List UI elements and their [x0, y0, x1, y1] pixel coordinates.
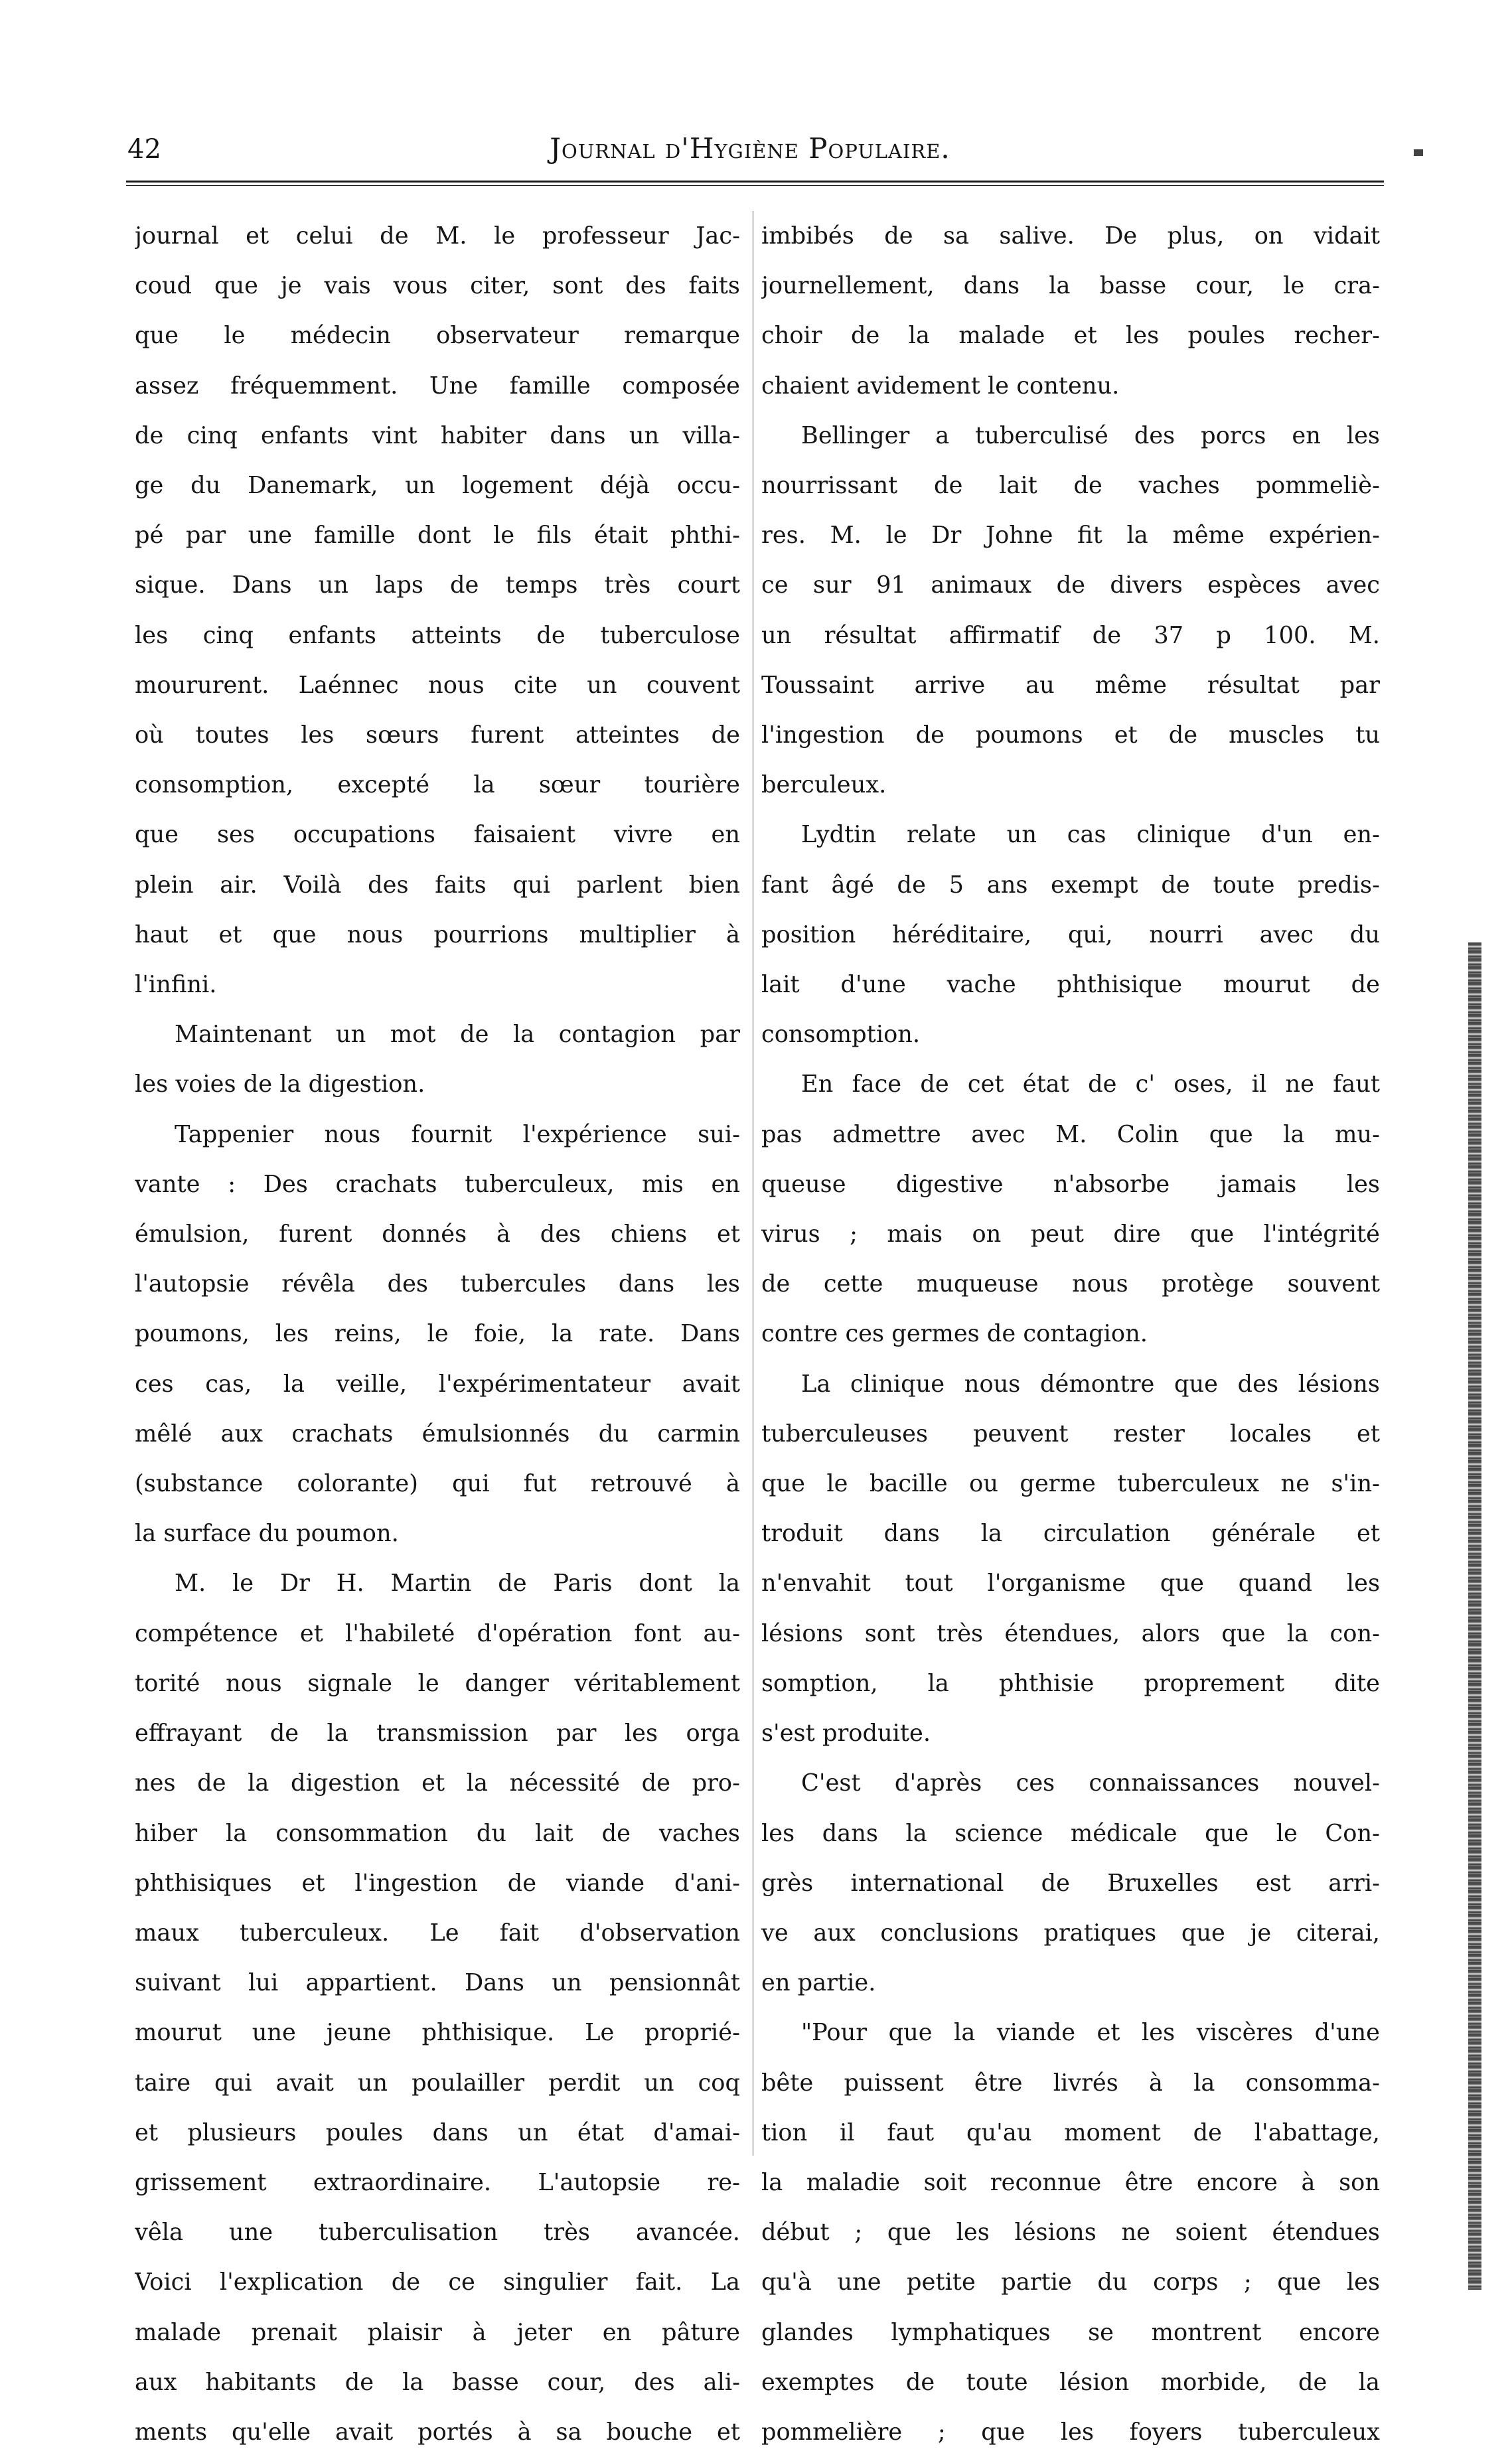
text-line: les voies de la digestion. — [135, 1071, 425, 1098]
text-line: chaient avidement le contenu. — [761, 372, 1120, 400]
text-line: l'autopsie révêla des tubercules dans les — [135, 1270, 740, 1298]
text-line: consomption. — [761, 1021, 921, 1049]
text-line: contre ces germes de contagion. — [761, 1320, 1148, 1348]
text-line: suivant lui appartient. Dans un pensionnât — [135, 1969, 740, 1997]
text-line: virus ; mais on peut dire que l'intégrité — [761, 1221, 1380, 1248]
text-line: émulsion, furent donnés à des chiens et — [135, 1221, 740, 1248]
paragraph-start-line: Bellinger a tuberculisé des porcs en les — [801, 421, 1380, 449]
text-line: les cinq enfants atteints de tuberculose — [135, 621, 740, 649]
text-line: nourrissant de lait de vaches pommeliè- — [761, 472, 1380, 500]
text-line: nes de la digestion et la nécessité de pro- — [135, 1769, 740, 1797]
text-line: res. M. le Dr Johne fit la même expérien- — [761, 522, 1380, 550]
text-line: début ; que les lésions ne soient étendues — [761, 2219, 1380, 2247]
text-line: (substance colorante) qui fut retrouvé à — [135, 1470, 740, 1498]
paragraph-start-line: Lydtin relate un cas clinique d'un en- — [801, 821, 1380, 849]
left-text-column — [135, 211, 740, 2457]
text-line: aux habitants de la basse cour, des ali- — [135, 2368, 740, 2396]
text-line: fant âgé de 5 ans exempt de toute predis- — [761, 871, 1380, 899]
text-line: n'envahit tout l'organisme que quand les — [761, 1570, 1380, 1598]
text-line: tion il faut qu'au moment de l'abattage, — [761, 2119, 1380, 2146]
text-line: ce sur 91 animaux de divers espèces avec — [761, 571, 1380, 599]
text-line: mêlé aux crachats émulsionnés du carmin — [135, 1420, 740, 1448]
text-line: qu'à une petite partie du corps ; que les — [761, 2269, 1380, 2296]
text-line: mourut une jeune phthisique. Le proprié- — [135, 2019, 740, 2047]
text-line: que le médecin observateur remarque — [135, 322, 740, 350]
right-text-column — [761, 211, 1380, 2457]
text-line: ments qu'elle avait portés à sa bouche et — [135, 2418, 740, 2446]
text-line: haut et que nous pourrions multiplier à — [135, 921, 740, 948]
header-rule — [126, 181, 1384, 183]
text-line: que ses occupations faisaient vivre en — [135, 821, 740, 849]
text-line: un résultat affirmatif de 37 p 100. M. — [761, 621, 1380, 649]
text-line: en partie. — [761, 1969, 876, 1997]
text-line: torité nous signale le danger véritablement — [135, 1669, 740, 1697]
text-line: vante : Des crachats tuberculeux, mis en — [135, 1170, 740, 1198]
paragraph-start-line: M. le Dr H. Martin de Paris dont la — [175, 1570, 740, 1598]
text-line: la surface du poumon. — [135, 1520, 399, 1548]
text-line: choir de la malade et les poules recher- — [761, 322, 1380, 350]
text-line: Voici l'explication de ce singulier fait. La — [135, 2269, 740, 2296]
text-line: berculeux. — [761, 771, 887, 799]
text-line: l'ingestion de poumons et de muscles tu — [761, 721, 1380, 749]
text-line: où toutes les sœurs furent atteintes de — [135, 721, 740, 749]
text-line: tuberculeuses peuvent rester locales et — [761, 1420, 1380, 1448]
text-line: ces cas, la veille, l'expérimentateur avait — [135, 1370, 740, 1398]
text-line: Toussaint arrive au même résultat par — [761, 671, 1380, 699]
text-line: journellement, dans la basse cour, le cra- — [761, 272, 1380, 300]
text-line: bête puissent être livrés à la consomma- — [761, 2069, 1380, 2097]
text-line: position héréditaire, qui, nourri avec du — [761, 921, 1380, 948]
text-line: plein air. Voilà des faits qui parlent bien — [135, 871, 740, 899]
text-line: grès international de Bruxelles est arri- — [761, 1869, 1380, 1897]
text-line: et plusieurs poules dans un état d'amai- — [135, 2119, 740, 2146]
text-line: journal et celui de M. le professeur Jac- — [135, 222, 740, 250]
page-number: 42 — [127, 134, 161, 165]
scan-speck — [1414, 149, 1423, 156]
paragraph-start-line: Tappenier nous fournit l'expérience sui- — [175, 1120, 740, 1148]
text-line: queuse digestive n'absorbe jamais les — [761, 1170, 1380, 1198]
text-line: consomption, excepté la sœur tourière — [135, 771, 740, 799]
text-line: sique. Dans un laps de temps très court — [135, 571, 740, 599]
text-line: grissement extraordinaire. L'autopsie re- — [135, 2168, 740, 2196]
text-line: lait d'une vache phthisique mourut de — [761, 971, 1380, 999]
text-line: compétence et l'habileté d'opération font au- — [135, 1619, 740, 1647]
text-line: somption, la phthisie proprement dite — [761, 1669, 1380, 1697]
running-title: Journal d'Hygiène Populaire. — [550, 132, 950, 165]
text-line: vêla une tuberculisation très avancée. — [135, 2219, 740, 2247]
text-line: taire qui avait un poulailler perdit un coq — [135, 2069, 740, 2097]
text-line: pas admettre avec M. Colin que la mu- — [761, 1120, 1380, 1148]
text-line: lésions sont très étendues, alors que la con- — [761, 1619, 1380, 1647]
text-line: les dans la science médicale que le Con- — [761, 1819, 1380, 1847]
text-line: assez fréquemment. Une famille composée — [135, 372, 740, 400]
text-line: de cinq enfants vint habiter dans un villa- — [135, 421, 740, 449]
text-line: de cette muqueuse nous protège souvent — [761, 1270, 1380, 1298]
text-line: s'est produite. — [761, 1720, 931, 1748]
text-line: poumons, les reins, le foie, la rate. Dans — [135, 1320, 740, 1348]
paragraph-start-line: C'est d'après ces connaissances nouvel- — [801, 1769, 1380, 1797]
text-line: hiber la consommation du lait de vaches — [135, 1819, 740, 1847]
text-line: effrayant de la transmission par les orga — [135, 1720, 740, 1748]
text-line: l'infini. — [135, 971, 217, 999]
paragraph-start-line: Maintenant un mot de la contagion par — [175, 1021, 740, 1049]
text-line: pommelière ; que les foyers tuberculeux — [761, 2418, 1380, 2446]
text-line: coud que je vais vous citer, sont des faits — [135, 272, 740, 300]
text-line: glandes lymphatiques se montrent encore — [761, 2318, 1380, 2346]
text-line: pé par une famille dont le fils était phthi- — [135, 522, 740, 550]
header-rule-thin — [126, 185, 1384, 186]
paragraph-start-line: "Pour que la viande et les viscères d'une — [801, 2019, 1380, 2047]
text-line: moururent. Laénnec nous cite un couvent — [135, 671, 740, 699]
text-line: exemptes de toute lésion morbide, de la — [761, 2368, 1380, 2396]
text-line: phthisiques et l'ingestion de viande d'ani- — [135, 1869, 740, 1897]
text-line: que le bacille ou germe tuberculeux ne s'in- — [761, 1470, 1380, 1498]
text-line: la maladie soit reconnue être encore à son — [761, 2168, 1380, 2196]
text-line: malade prenait plaisir à jeter en pâture — [135, 2318, 740, 2346]
text-line: troduit dans la circulation générale et — [761, 1520, 1380, 1548]
text-line: maux tuberculeux. Le fait d'observation — [135, 1919, 740, 1947]
paragraph-start-line: La clinique nous démontre que des lésions — [801, 1370, 1380, 1398]
text-line: imbibés de sa salive. De plus, on vidait — [761, 222, 1380, 250]
scanned-page-edge — [1468, 942, 1481, 2290]
text-line: ve aux conclusions pratiques que je citerai, — [761, 1919, 1380, 1947]
text-line: ge du Danemark, un logement déjà occu- — [135, 472, 740, 500]
paragraph-start-line: En face de cet état de c' oses, il ne faut — [801, 1071, 1380, 1098]
